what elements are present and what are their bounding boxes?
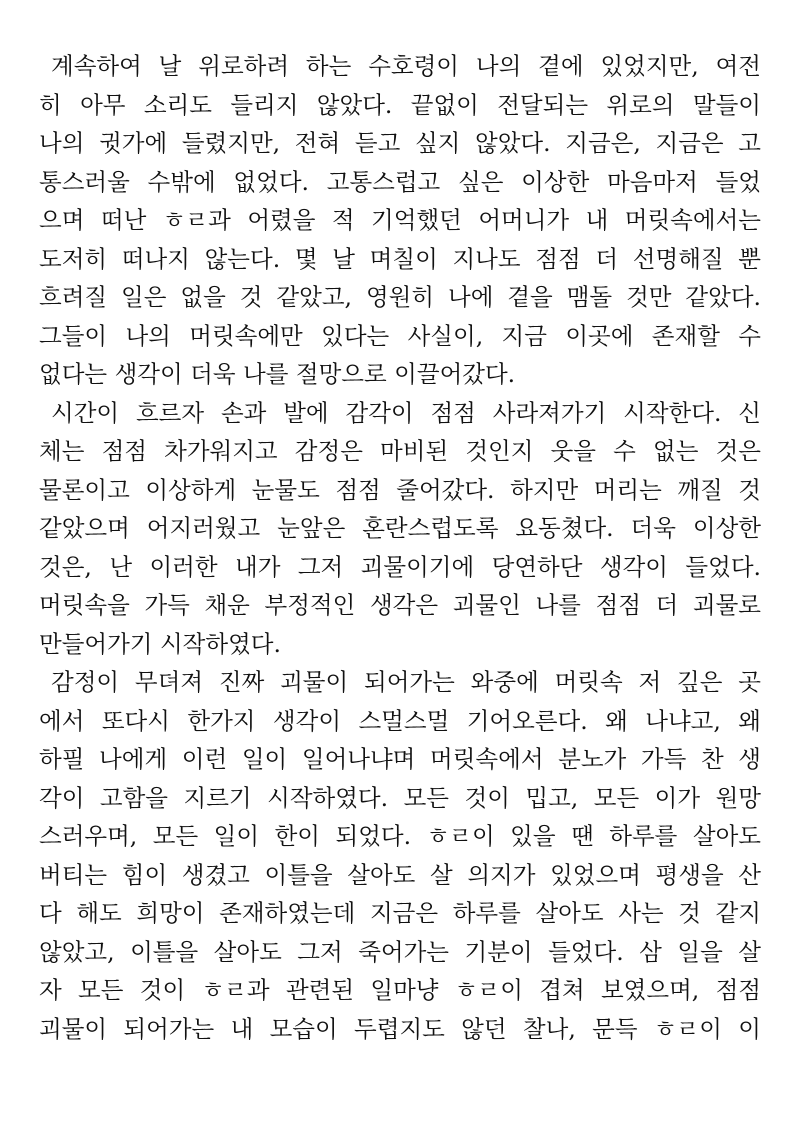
text-line: 만들어가기 시작하였다. xyxy=(39,629,281,658)
text-line: 자 모든 것이 ㅎㄹ과 관련된 일마냥 ㅎㄹ이 겹쳐 보였으며, 점점 xyxy=(39,976,761,1004)
text-line: 다 해도 희망이 존재하였는데 지금은 하루를 살아도 사는 것 같지 xyxy=(39,899,761,927)
document-page xyxy=(39,47,761,1048)
text-line: 에서 또다시 한가지 생각이 스멀스멀 기어오른다. 왜 나냐고, 왜 xyxy=(39,706,761,735)
text-line: 통스러울 수밖에 없었다. 고통스럽고 싶은 이상한 마음마저 들었 xyxy=(39,167,761,196)
text-line: 머릿속을 가득 채운 부정적인 생각은 괴물인 나를 점점 더 괴물로 xyxy=(39,591,761,619)
text-line: 흐려질 일은 없을 것 같았고, 영원히 나에 곁을 맴돌 것만 같았다. xyxy=(39,283,761,311)
text-line: 나의 귓가에 들렸지만, 전혀 듣고 싶지 않았다. 지금은, 지금은 고 xyxy=(39,129,761,157)
text-line: 시간이 흐르자 손과 발에 감각이 점점 사라져가기 시작한다. 신 xyxy=(51,398,761,427)
text-line: 버티는 힘이 생겼고 이틀을 살아도 살 의지가 있었으며 평생을 산 xyxy=(39,860,761,889)
text-line: 히 아무 소리도 들리지 않았다. 끝없이 전달되는 위로의 말들이 xyxy=(39,90,761,119)
text-line: 도저히 떠나지 않는다. 몇 날 며칠이 지나도 점점 더 선명해질 뿐 xyxy=(39,244,761,273)
text-line: 계속하여 날 위로하려 하는 수호령이 나의 곁에 있었지만, 여전 xyxy=(51,52,761,80)
text-line: 것은, 난 이러한 내가 그저 괴물이기에 당연하단 생각이 들었다. xyxy=(39,552,761,581)
text-line: 없다는 생각이 더욱 나를 절망으로 이끌어갔다. xyxy=(39,360,516,388)
text-line: 감정이 무뎌져 진짜 괴물이 되어가는 와중에 머릿속 저 깊은 곳 xyxy=(51,668,761,696)
text-line: 물론이고 이상하게 눈물도 점점 줄어갔다. 하지만 머리는 깨질 것 xyxy=(39,475,761,504)
paragraph xyxy=(39,663,761,1048)
paragraph xyxy=(39,47,761,394)
paragraph xyxy=(39,394,761,664)
text-line: 괴물이 되어가는 내 모습이 두렵지도 않던 찰나, 문득 ㅎㄹ이 이 xyxy=(39,1014,761,1043)
text-line: 하필 나에게 이런 일이 일어나냐며 머릿속에서 분노가 가득 찬 생 xyxy=(39,745,761,773)
text-line: 체는 점점 차가워지고 감정은 마비된 것인지 웃을 수 없는 것은 xyxy=(39,437,761,465)
text-line: 으며 떠난 ㅎㄹ과 어렸을 적 기억했던 어머니가 내 머릿속에서는 xyxy=(39,206,761,234)
text-line: 각이 고함을 지르기 시작하였다. 모든 것이 밉고, 모든 이가 원망 xyxy=(39,783,761,812)
text-line: 같았으며 어지러웠고 눈앞은 혼란스럽도록 요동쳤다. 더욱 이상한 xyxy=(39,514,761,542)
text-line: 스러우며, 모든 일이 한이 되었다. ㅎㄹ이 있을 땐 하루를 살아도 xyxy=(39,822,761,850)
text-line: 그들이 나의 머릿속에만 있다는 사실이, 지금 이곳에 존재할 수 xyxy=(39,321,761,350)
text-line: 않았고, 이틀을 살아도 그저 죽어가는 기분이 들었다. 삼 일을 살 xyxy=(39,937,761,966)
